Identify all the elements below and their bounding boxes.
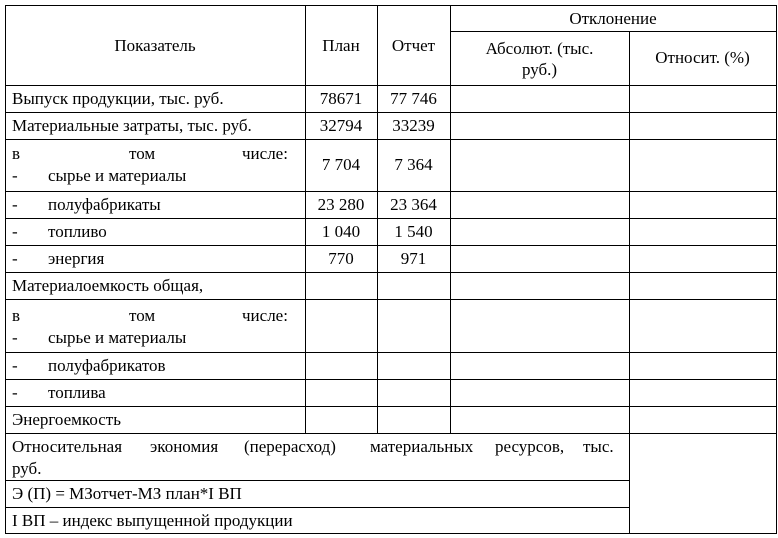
grid-line [5, 218, 776, 219]
grid-line [5, 507, 629, 508]
row-report: 1 540 [394, 222, 433, 241]
row-dash: - [12, 249, 18, 268]
savings-word: тыс. [583, 437, 614, 456]
row-label: сырье и материалы [48, 166, 187, 185]
grid-line [5, 5, 776, 6]
row-label: Выпуск продукции, тыс. руб. [12, 89, 224, 108]
grid-line [5, 272, 776, 273]
grid-line [5, 191, 776, 192]
savings-word: экономия [150, 437, 219, 456]
row-label: энергия [48, 249, 105, 268]
savings-word: материальных [370, 437, 474, 456]
row-label: Материальные затраты, тыс. руб. [12, 116, 252, 135]
grid-line [5, 406, 776, 407]
header-indicator: Показатель [114, 36, 196, 55]
row-plan: 7 704 [321, 155, 361, 174]
header-plan: План [322, 36, 360, 55]
grid-line [5, 299, 776, 300]
grid-line [5, 245, 776, 246]
row-dash: - [12, 195, 18, 214]
grid-line [776, 5, 777, 534]
grid-line [5, 112, 776, 113]
index-note: I ВП – индекс выпущенной продукции [12, 511, 293, 530]
row-dash: - [12, 328, 18, 347]
row-dash: - [12, 222, 18, 241]
row-label: топливо [48, 222, 107, 241]
row-plan: 1 040 [321, 222, 361, 241]
grid-line [629, 31, 630, 534]
grid-line [305, 5, 306, 433]
row-report: 33239 [392, 116, 435, 135]
header-absolute-line1: Абсолют. (тыс. [485, 39, 594, 58]
header-absolute-line2: руб.) [521, 60, 558, 79]
grid-line [5, 480, 629, 481]
row-label-suffix: числе: [242, 144, 288, 163]
grid-line [5, 352, 776, 353]
row-label: Энергоемкость [12, 410, 121, 429]
row-report: 77 746 [390, 89, 437, 108]
header-relative: Относит. (%) [655, 48, 750, 67]
row-report: 7 364 [394, 155, 433, 174]
row-label: Материалоемкость общая, [12, 276, 204, 295]
row-label-prefix: в [12, 144, 21, 163]
grid-line [377, 5, 378, 433]
row-plan: 78671 [319, 89, 363, 108]
grid-line [5, 533, 776, 534]
row-plan: 32794 [319, 116, 363, 135]
row-label: полуфабрикаты [48, 195, 161, 214]
savings-word: (перерасход) [244, 437, 336, 456]
formula: Э (П) = МЗотчет-МЗ план*I ВП [12, 484, 242, 503]
header-deviation: Отклонение [569, 9, 657, 28]
row-plan: 770 [328, 249, 354, 268]
row-label-suffix: числе: [242, 306, 288, 325]
grid-line [5, 379, 776, 380]
row-label-prefix: в [12, 306, 21, 325]
savings-word: Относительная [12, 437, 123, 456]
row-label-mid: том [129, 306, 156, 325]
row-label: топлива [48, 383, 106, 402]
row-label: полуфабрикатов [48, 356, 166, 375]
row-dash: - [12, 356, 18, 375]
row-plan: 23 280 [317, 195, 365, 214]
row-report: 23 364 [390, 195, 437, 214]
row-label-mid: том [129, 144, 156, 163]
grid-line [5, 433, 776, 434]
header-report: Отчет [391, 36, 436, 55]
savings-line2: руб. [12, 459, 42, 478]
grid-line [5, 5, 6, 534]
row-dash: - [12, 383, 18, 402]
row-dash: - [12, 166, 18, 185]
row-label: сырье и материалы [48, 328, 187, 347]
row-report: 971 [400, 249, 427, 268]
grid-line [450, 31, 776, 32]
grid-line [5, 139, 776, 140]
grid-line [5, 85, 776, 86]
savings-word: ресурсов, [495, 437, 565, 456]
